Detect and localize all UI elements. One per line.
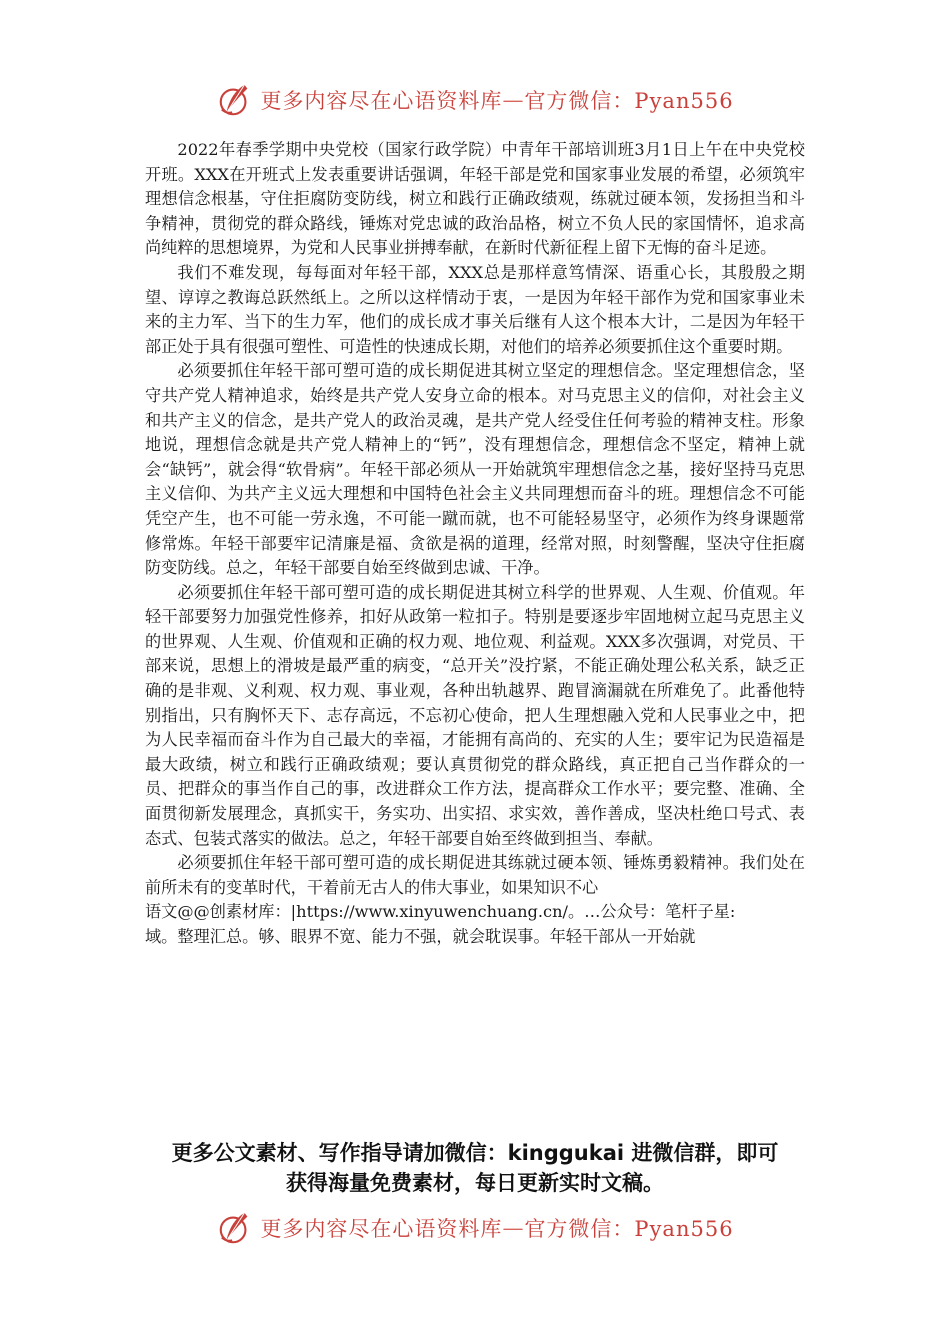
document-body [145, 138, 805, 950]
paragraph: 我们不难发现，每每面对年轻干部，XXX总是那样意笃情深、语重心长，其殷殷之期望、谆谆之教诲总跃然纸上。之所以这样情动于衷，一是因为年轻干部作为党和国家事业未来的主力军、当下的生力军，他们的成长成才事关后继有人这个根本大计，二是因为年轻干部正处于具有很强可塑性、可造性的快速成长期，对他们的培养必须要抓住这个重要时期。 [145, 262, 805, 356]
paragraph-tail-line: 域。整理汇总。够、眼界不宽、能力不强，就会耽误事。年轻干部从一开始就 [145, 927, 696, 946]
banner-site-text: 更多内容尽在心语资料库 [260, 89, 503, 113]
promo-line-2: 获得海量免费素材，每日更新实时文稿。 [286, 1171, 664, 1195]
feather-pen-logo-icon [216, 81, 254, 119]
header-banner [0, 80, 950, 120]
paragraph: 2022年春季学期中央党校（国家行政学院）中青年干部培训班3月1日上午在中央党校开班。XXX在开班式上发表重要讲话强调，年轻干部是党和国家事业发展的希望，必须筑牢理想信念根基，守住拒腐防变防线，树立和践行正确政绩观，练就过硬本领，发扬担当和斗争精神，贯彻党的群众路线，锤炼对党忠诚的政治品格，树立不负人民的家国情怀，追求高尚纯粹的思想境界，为党和人民事业拼搏奉献，在新时代新征程上留下无悔的奋斗足迹。 [145, 140, 805, 258]
feather-pen-logo-icon [216, 1209, 254, 1247]
banner-site-text: 更多内容尽在心语资料库 [260, 1217, 503, 1241]
paragraph: 必须要抓住年轻干部可塑可造的成长期促进其树立科学的世界观、人生观、价值观。年轻干部要努力加强党性修养，扣好从政第一粒扣子。特别是要逐步牢固地树立起马克思主义的世界观、人生观、价值观和正确的权力观、地位观、利益观。XXX多次强调，对党员、干部来说，思想上的滑坡是最严重的病变，“总开关”没拧紧，不能正确处理公私关系，缺乏正确的是非观、义利观、权力观、事业观，各种出轨越界、跑冒滴漏就在所难免了。此番他特别指出，只有胸怀天下、志存高远，不忘初心使命，把人生理想融入党和人民事业之中，把为人民幸福而奋斗作为自己最大的幸福，才能拥有高尚的、充实的人生；要牢记为民造福是最大政绩，树立和践行正确政绩观；要认真贯彻党的群众路线，真正把自己当作群众的一员、把群众的事当作自己的事，改进群众工作方法，提高群众工作水平；要完整、准确、全面贯彻新发展理念，真抓实干，务实功、出实招、求实效，善作善成，坚决杜绝口号式、表态式、包装式落实的做法。总之，年轻干部要自始至终做到担当、奉献。 [145, 582, 805, 848]
promo-line-1: 更多公文素材、写作指导请加微信：kinggukai 进微信群，即可 [171, 1141, 779, 1165]
paragraph: 必须要抓住年轻干部可塑可造的成长期促进其树立坚定的理想信念。坚定理想信念，坚守共产党人精神追求，始终是共产党人安身立命的根本。对马克思主义的信仰，对社会主义和共产主义的信念，是共产党人的政治灵魂，是共产党人经受住任何考验的精神支柱。形象地说，理想信念就是共产党人精神上的“钙”，没有理想信念，理想信念不坚定，精神上就会“缺钙”，就会得“软骨病”。年轻干部必须从一开始就筑牢理想信念之基，接好坚持马克思主义信仰、为共产主义远大理想和中国特色社会主义共同理想而奋斗的班。理想信念不可能凭空产生，也不可能一劳永逸，不可能一蹴而就，也不可能轻易坚守，必须作为终身课题常修常炼。年轻干部要牢记清廉是福、贪欲是祸的道理，经常对照，时刻警醒，坚决守住拒腐防变防线。总之，年轻干部要自始至终做到忠诚、干净。 [145, 361, 805, 578]
banner-separator: — [502, 1216, 525, 1240]
banner-wechat-text: 官方微信：Pyan556 [524, 89, 734, 113]
promo-notice [0, 1138, 950, 1198]
footer-banner [0, 1208, 950, 1248]
source-link-line: 语文@@创素材库：|https://www.xinyuwenchuang.cn/。…公众号：笔杆子星: [145, 902, 736, 922]
paragraph: 必须要抓住年轻干部可塑可造的成长期促进其练就过硬本领、锤炼勇毅精神。我们处在前所未有的变革时代，干着前无古人的伟大事业，如果知识不心 [145, 853, 805, 897]
banner-separator: — [502, 88, 525, 112]
banner-wechat-text: 官方微信：Pyan556 [524, 1217, 734, 1241]
